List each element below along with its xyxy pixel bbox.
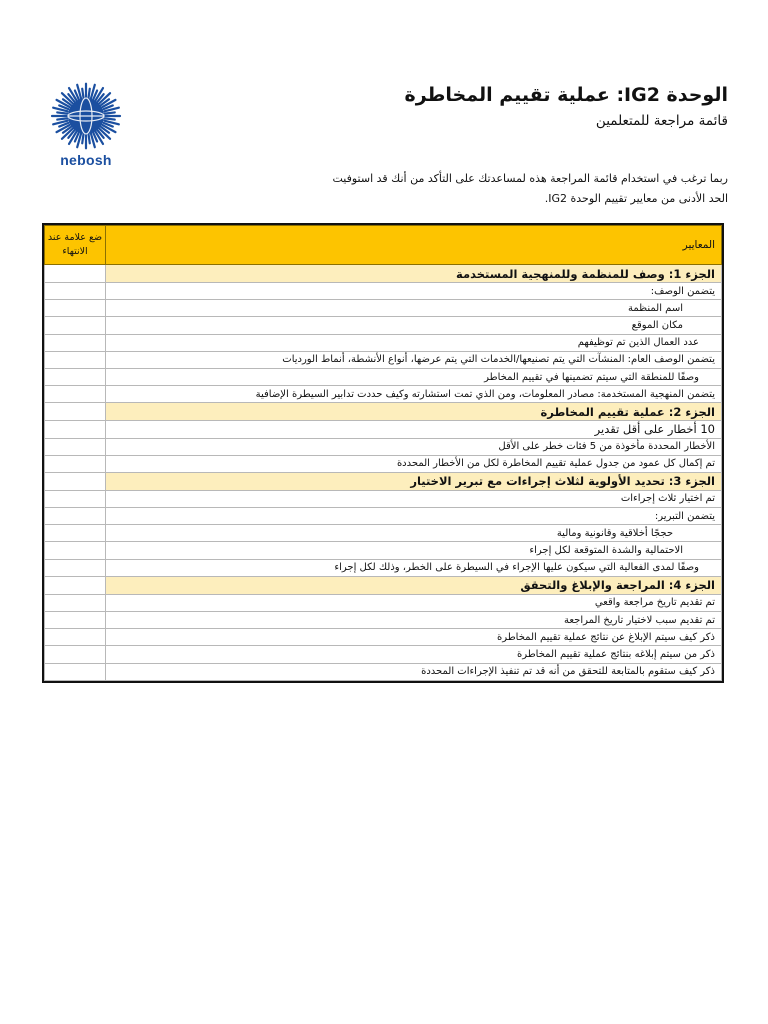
completion-checkbox-cell[interactable] [45,508,106,525]
completion-checkbox-cell[interactable] [45,455,106,472]
section-heading: الجزء 4: المراجعة والإبلاغ والتحقق [106,576,722,594]
criterion-text: تم اختيار ثلاث إجراءات [106,490,722,507]
table-row [45,351,722,368]
table-row [45,490,722,507]
completion-checkbox-cell[interactable] [45,386,106,403]
table-row [45,612,722,629]
table-row [45,508,722,525]
completion-checkbox-cell[interactable] [45,368,106,385]
criterion-text: وصفًا لمدى الفعالية التي سيكون عليها الإجراء في السيطرة على الخطر، وذلك لكل إجراء [106,559,722,576]
completion-checkbox-cell[interactable] [45,421,106,438]
table-row [45,542,722,559]
table-row [45,300,722,317]
intro-line-1: ربما ترغب في استخدام قائمة المراجعة هذه لمساعدتك على التأكد من أنك قد استوفيت [332,172,728,185]
globe-burst-icon [40,80,132,152]
section-heading: الجزء 3: تحديد الأولوية لثلاث إجراءات مع تبرير الاختيار [106,472,722,490]
criterion-text: يتضمن الوصف العام: المنشآت التي يتم تصنيعها/الخدمات التي يتم عرضها، أنواع الأنشطة، أنماط الورديات [106,351,722,368]
table-row [45,368,722,385]
intro-line-2: الحد الأدنى من معايير تقييم الوحدة IG2. [544,192,728,205]
criterion-text: يتضمن التبرير: [106,508,722,525]
completion-checkbox-cell[interactable] [45,525,106,542]
completion-checkbox-cell[interactable] [45,542,106,559]
criteria-column-header: المعايير [106,226,722,265]
completion-checkbox-cell[interactable] [45,594,106,611]
criterion-text: ذكر من سيتم إبلاغه بنتائج عملية تقييم المخاطرة [106,646,722,663]
completion-checkbox-cell[interactable] [45,334,106,351]
criterion-text: الأخطار المحددة مأخوذة من 5 فئات خطر على الأقل [106,438,722,455]
criterion-text: تم تقديم سبب لاختيار تاريخ المراجعة [106,612,722,629]
completion-checkbox-cell[interactable] [45,300,106,317]
criterion-text: تم إكمال كل عمود من جدول عملية تقييم المخاطرة لكل من الأخطار المحددة [106,455,722,472]
table-row [45,317,722,334]
criterion-text: حججًا أخلاقية وقانونية ومالية [106,525,722,542]
section-heading: الجزء 2: عملية تقييم المخاطرة [106,403,722,421]
criterion-text: يتضمن الوصف: [106,283,722,300]
section-row [45,472,722,490]
section-row [45,576,722,594]
section-heading: الجزء 1: وصف للمنظمة وللمنهجية المستخدمة [106,265,722,283]
criterion-text: الاحتمالية والشدة المتوقعة لكل إجراء [106,542,722,559]
table-row [45,386,722,403]
criterion-text: عدد العمال الذين تم توظيفهم [106,334,722,351]
criterion-text: مكان الموقع [106,317,722,334]
intro-text [328,169,728,209]
completion-checkbox-cell[interactable] [45,265,106,283]
criterion-text: يتضمن المنهجية المستخدمة: مصادر المعلومات، ومن الذي تمت استشارته وكيف حددت تدابير السيطرة الإضافية [106,386,722,403]
criterion-text: تم تقديم تاريخ مراجعة واقعي [106,594,722,611]
completion-checkbox-cell[interactable] [45,646,106,663]
completion-checkbox-cell[interactable] [45,612,106,629]
completion-checkbox-cell[interactable] [45,317,106,334]
table-header-row [45,226,722,265]
checklist-table [42,223,724,683]
completion-checkbox-cell[interactable] [45,663,106,680]
table-row [45,629,722,646]
completion-checkbox-cell[interactable] [45,559,106,576]
page-title: الوحدة IG2: عملية تقييم المخاطرة [404,84,728,106]
completion-checkbox-cell[interactable] [45,403,106,421]
section-row [45,403,722,421]
criterion-text: ذكر كيف ستقوم بالمتابعة للتحقق من أنه قد تم تنفيذ الإجراءات المحددة [106,663,722,680]
page-subtitle: قائمة مراجعة للمتعلمين [595,113,728,129]
table-row [45,594,722,611]
table-row [45,283,722,300]
criterion-text: اسم المنظمة [106,300,722,317]
table-row [45,455,722,472]
completion-checkbox-cell[interactable] [45,490,106,507]
completion-checkbox-cell[interactable] [45,472,106,490]
table-row [45,646,722,663]
completion-checkbox-cell[interactable] [45,351,106,368]
completion-checkbox-cell[interactable] [45,283,106,300]
completion-checkbox-cell[interactable] [45,438,106,455]
table-row [45,663,722,680]
completion-checkbox-cell[interactable] [45,576,106,594]
table-row [45,525,722,542]
table-row [45,421,722,438]
table-row [45,334,722,351]
table-row [45,438,722,455]
criterion-text: ذكر كيف سيتم الإبلاغ عن نتائج عملية تقييم المخاطرة [106,629,722,646]
criterion-text: وصفًا للمنطقة التي سيتم تضمينها في تقييم المخاطر [106,368,722,385]
criterion-text: 10 أخطار على أقل تقدير [106,421,722,438]
logo-wordmark: nebosh [60,152,112,168]
mark-column-header: ضع علامة عند الانتهاء [45,226,106,265]
table-row [45,559,722,576]
section-row [45,265,722,283]
completion-checkbox-cell[interactable] [45,629,106,646]
